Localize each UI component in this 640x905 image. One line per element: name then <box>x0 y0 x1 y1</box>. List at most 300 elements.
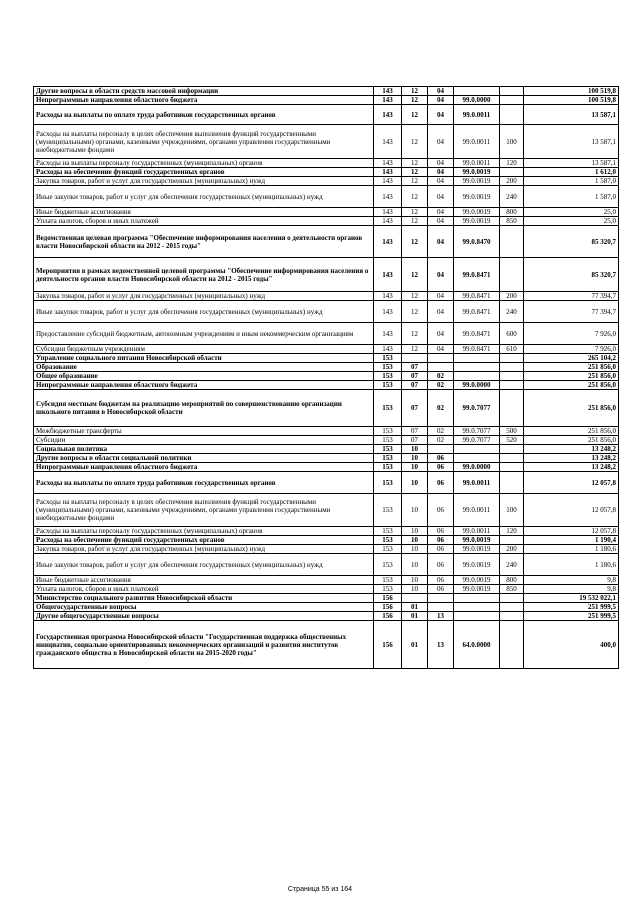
cell-rz: 10 <box>402 494 428 527</box>
cell-vr <box>500 390 524 427</box>
cell-pr: 04 <box>428 258 454 292</box>
cell-ved: 143 <box>374 323 402 345</box>
cell-name: Другие общегосударственные вопросы <box>34 612 374 621</box>
table-row <box>34 217 619 226</box>
cell-vr: 200 <box>500 545 524 554</box>
cell-csr <box>454 454 500 463</box>
cell-csr: 99.0.0000 <box>454 381 500 390</box>
table-row <box>34 87 619 96</box>
budget-table <box>33 86 619 669</box>
cell-csr: 99.0.0019 <box>454 217 500 226</box>
cell-ved: 153 <box>374 576 402 585</box>
cell-vr <box>500 621 524 669</box>
cell-csr: 64.0.0000 <box>454 621 500 669</box>
cell-ved: 143 <box>374 159 402 168</box>
table-row <box>34 292 619 301</box>
cell-rz: 12 <box>402 301 428 323</box>
table-row <box>34 390 619 427</box>
cell-csr: 99.0.0019 <box>454 585 500 594</box>
table-row <box>34 585 619 594</box>
cell-vr <box>500 445 524 454</box>
cell-csr <box>454 594 500 603</box>
cell-pr: 04 <box>428 105 454 125</box>
cell-name: Министерство социального развития Новосибирской области <box>34 594 374 603</box>
cell-ved: 153 <box>374 463 402 472</box>
cell-rz: 10 <box>402 445 428 454</box>
cell-rz <box>402 354 428 363</box>
cell-vr <box>500 105 524 125</box>
table-row <box>34 445 619 454</box>
cell-ved: 156 <box>374 621 402 669</box>
cell-rz: 10 <box>402 536 428 545</box>
cell-rz: 12 <box>402 292 428 301</box>
cell-sum: 13 248,2 <box>524 463 619 472</box>
table-row <box>34 105 619 125</box>
cell-name: Закупка товаров, работ и услуг для государственных (муниципальных) нужд <box>34 545 374 554</box>
cell-ved: 143 <box>374 125 402 159</box>
cell-sum: 13 587,1 <box>524 105 619 125</box>
cell-csr: 99.0.7077 <box>454 436 500 445</box>
cell-vr: 500 <box>500 427 524 436</box>
cell-ved: 153 <box>374 536 402 545</box>
cell-pr: 02 <box>428 390 454 427</box>
cell-rz: 12 <box>402 217 428 226</box>
cell-vr: 240 <box>500 186 524 208</box>
cell-ved: 156 <box>374 594 402 603</box>
table-row <box>34 436 619 445</box>
cell-csr: 99.0.0019 <box>454 177 500 186</box>
cell-ved: 153 <box>374 445 402 454</box>
cell-csr: 99.0.0019 <box>454 545 500 554</box>
cell-pr <box>428 354 454 363</box>
cell-sum: 1 180,6 <box>524 554 619 576</box>
cell-name: Образование <box>34 363 374 372</box>
cell-ved: 143 <box>374 168 402 177</box>
cell-name: Непрограммные направления областного бюджета <box>34 381 374 390</box>
cell-sum: 1 587,0 <box>524 186 619 208</box>
cell-name: Расходы на обеспечение функций государственных органов <box>34 168 374 177</box>
table-body <box>34 87 619 669</box>
table-row <box>34 576 619 585</box>
cell-name: Иные бюджетные ассигнования <box>34 576 374 585</box>
cell-csr: 99.0.0019 <box>454 536 500 545</box>
cell-ved: 153 <box>374 527 402 536</box>
table-row <box>34 168 619 177</box>
table-row <box>34 125 619 159</box>
cell-pr: 06 <box>428 585 454 594</box>
cell-sum: 265 104,2 <box>524 354 619 363</box>
cell-sum: 13 587,1 <box>524 159 619 168</box>
cell-rz: 12 <box>402 323 428 345</box>
cell-pr: 13 <box>428 621 454 669</box>
cell-sum: 9,8 <box>524 576 619 585</box>
cell-pr: 04 <box>428 168 454 177</box>
table-row <box>34 454 619 463</box>
cell-name: Иные закупки товаров, работ и услуг для обеспечения государственных (муниципальных) нужд <box>34 186 374 208</box>
cell-vr: 100 <box>500 494 524 527</box>
cell-pr: 04 <box>428 87 454 96</box>
cell-csr: 99.0.7077 <box>454 390 500 427</box>
cell-name: Расходы на выплаты персоналу в целях обеспечения выполнения функций государственными (муниципальными) органами, казенными учреждениями, органами управления государственными внебюджетными фондами <box>34 494 374 527</box>
cell-sum: 7 926,0 <box>524 345 619 354</box>
cell-name: Мероприятия в рамках ведомственной целевой программы "Обеспечение информирования населения о деятельности органов власти Новосибирской области на 2012 - 2015 годы" <box>34 258 374 292</box>
cell-csr: 99.0.0000 <box>454 96 500 105</box>
cell-pr: 06 <box>428 576 454 585</box>
cell-name: Субсидии <box>34 436 374 445</box>
cell-ved: 156 <box>374 612 402 621</box>
cell-ved: 156 <box>374 603 402 612</box>
cell-vr: 200 <box>500 292 524 301</box>
cell-sum: 1 180,6 <box>524 545 619 554</box>
cell-ved: 153 <box>374 494 402 527</box>
cell-pr: 06 <box>428 545 454 554</box>
cell-sum: 251 856,0 <box>524 436 619 445</box>
table-row <box>34 621 619 669</box>
cell-name: Расходы на обеспечение функций государственных органов <box>34 536 374 545</box>
cell-ved: 143 <box>374 301 402 323</box>
table-row <box>34 301 619 323</box>
cell-vr <box>500 381 524 390</box>
cell-name: Иные бюджетные ассигнования <box>34 208 374 217</box>
cell-rz: 10 <box>402 545 428 554</box>
table-row <box>34 345 619 354</box>
cell-sum: 400,0 <box>524 621 619 669</box>
table-row <box>34 381 619 390</box>
cell-pr: 04 <box>428 177 454 186</box>
cell-vr: 200 <box>500 177 524 186</box>
cell-vr: 600 <box>500 323 524 345</box>
cell-pr: 06 <box>428 472 454 494</box>
cell-sum: 251 856,0 <box>524 381 619 390</box>
cell-pr: 04 <box>428 226 454 258</box>
cell-rz: 07 <box>402 381 428 390</box>
cell-rz: 07 <box>402 363 428 372</box>
cell-csr <box>454 372 500 381</box>
cell-vr <box>500 258 524 292</box>
cell-sum: 100 519,8 <box>524 96 619 105</box>
table-row <box>34 354 619 363</box>
cell-sum: 251 856,0 <box>524 427 619 436</box>
cell-csr: 99.0.8471 <box>454 323 500 345</box>
cell-vr: 800 <box>500 208 524 217</box>
cell-csr: 99.0.0019 <box>454 186 500 208</box>
cell-sum: 100 519,8 <box>524 87 619 96</box>
table-row <box>34 554 619 576</box>
cell-vr: 240 <box>500 301 524 323</box>
table-row <box>34 463 619 472</box>
table-row <box>34 472 619 494</box>
cell-sum: 12 057,8 <box>524 472 619 494</box>
cell-rz: 10 <box>402 527 428 536</box>
table-row <box>34 594 619 603</box>
cell-sum: 19 532 022,1 <box>524 594 619 603</box>
cell-sum: 25,0 <box>524 217 619 226</box>
cell-name: Закупка товаров, работ и услуг для государственных (муниципальных) нужд <box>34 292 374 301</box>
table-row <box>34 536 619 545</box>
cell-sum: 13 248,2 <box>524 445 619 454</box>
cell-ved: 153 <box>374 472 402 494</box>
cell-name: Субсидия местным бюджетам на реализацию мероприятий по совершенствованию организации школьного питания в Новосибирской области <box>34 390 374 427</box>
cell-name: Иные закупки товаров, работ и услуг для обеспечения государственных (муниципальных) нужд <box>34 554 374 576</box>
cell-pr: 04 <box>428 125 454 159</box>
cell-pr: 04 <box>428 159 454 168</box>
cell-csr <box>454 363 500 372</box>
cell-ved: 153 <box>374 545 402 554</box>
cell-pr: 04 <box>428 186 454 208</box>
table-row <box>34 96 619 105</box>
cell-vr <box>500 226 524 258</box>
cell-csr: 99.0.0011 <box>454 105 500 125</box>
cell-name: Предоставление субсидий бюджетным, автономным учреждениям и иным некоммерческим организациям <box>34 323 374 345</box>
cell-csr: 99.0.0019 <box>454 168 500 177</box>
cell-pr: 04 <box>428 217 454 226</box>
cell-vr: 850 <box>500 585 524 594</box>
cell-vr <box>500 96 524 105</box>
cell-rz: 12 <box>402 208 428 217</box>
cell-pr: 04 <box>428 208 454 217</box>
cell-name: Уплата налогов, сборов и иных платежей <box>34 217 374 226</box>
cell-rz: 12 <box>402 159 428 168</box>
cell-ved: 153 <box>374 354 402 363</box>
cell-ved: 153 <box>374 454 402 463</box>
cell-pr: 06 <box>428 454 454 463</box>
cell-rz: 10 <box>402 554 428 576</box>
cell-csr: 99.0.0011 <box>454 159 500 168</box>
cell-csr: 99.0.0011 <box>454 472 500 494</box>
table-row <box>34 612 619 621</box>
cell-vr <box>500 536 524 545</box>
cell-rz: 12 <box>402 87 428 96</box>
cell-name: Субсидии бюджетным учреждениям <box>34 345 374 354</box>
table-row <box>34 545 619 554</box>
cell-name: Межбюджетные трансферты <box>34 427 374 436</box>
cell-rz: 12 <box>402 186 428 208</box>
cell-ved: 143 <box>374 105 402 125</box>
cell-name: Управление социального питания Новосибирской области <box>34 354 374 363</box>
cell-pr: 02 <box>428 427 454 436</box>
cell-name: Государственная программа Новосибирской области "Государственная поддержка общественных инициатив, социально ориентированных некоммерческих организаций и развития институтов гражданского общества в Новосибирской области на 2015-2020 годы" <box>34 621 374 669</box>
cell-vr: 850 <box>500 217 524 226</box>
cell-sum: 77 394,7 <box>524 292 619 301</box>
cell-csr: 99.0.0011 <box>454 125 500 159</box>
table-row <box>34 427 619 436</box>
cell-pr: 04 <box>428 301 454 323</box>
cell-vr: 120 <box>500 159 524 168</box>
table-row <box>34 186 619 208</box>
cell-name: Расходы на выплаты по оплате труда работников государственных органов <box>34 105 374 125</box>
cell-csr: 99.0.8471 <box>454 345 500 354</box>
cell-pr: 06 <box>428 554 454 576</box>
cell-vr: 240 <box>500 554 524 576</box>
cell-rz: 12 <box>402 258 428 292</box>
table-row <box>34 208 619 217</box>
cell-ved: 153 <box>374 372 402 381</box>
cell-csr: 99.0.0011 <box>454 494 500 527</box>
cell-rz: 10 <box>402 472 428 494</box>
cell-pr: 06 <box>428 527 454 536</box>
cell-ved: 153 <box>374 427 402 436</box>
cell-sum: 251 999,5 <box>524 612 619 621</box>
cell-pr: 04 <box>428 345 454 354</box>
cell-rz <box>402 594 428 603</box>
cell-sum: 251 856,0 <box>524 372 619 381</box>
table-row <box>34 603 619 612</box>
cell-rz: 12 <box>402 105 428 125</box>
cell-ved: 143 <box>374 217 402 226</box>
table-row <box>34 177 619 186</box>
cell-pr: 13 <box>428 612 454 621</box>
cell-name: Расходы на выплаты персоналу государственных (муниципальных) органов <box>34 527 374 536</box>
cell-pr: 02 <box>428 436 454 445</box>
cell-sum: 1 190,4 <box>524 536 619 545</box>
cell-rz: 12 <box>402 96 428 105</box>
cell-rz: 10 <box>402 454 428 463</box>
cell-sum: 1 587,0 <box>524 177 619 186</box>
cell-ved: 153 <box>374 436 402 445</box>
cell-csr: 99.0.8470 <box>454 226 500 258</box>
cell-sum: 85 320,7 <box>524 258 619 292</box>
cell-sum: 1 612,0 <box>524 168 619 177</box>
cell-pr: 06 <box>428 494 454 527</box>
cell-name: Закупка товаров, работ и услуг для государственных (муниципальных) нужд <box>34 177 374 186</box>
cell-pr: 04 <box>428 292 454 301</box>
cell-csr: 99.0.8471 <box>454 292 500 301</box>
cell-vr <box>500 612 524 621</box>
cell-name: Иные закупки товаров, работ и услуг для обеспечения государственных (муниципальных) нужд <box>34 301 374 323</box>
cell-rz: 07 <box>402 436 428 445</box>
cell-rz: 10 <box>402 576 428 585</box>
cell-vr: 520 <box>500 436 524 445</box>
cell-csr: 99.0.0019 <box>454 208 500 217</box>
cell-ved: 153 <box>374 381 402 390</box>
cell-csr <box>454 603 500 612</box>
cell-csr <box>454 87 500 96</box>
cell-sum: 13 587,1 <box>524 125 619 159</box>
cell-ved: 143 <box>374 258 402 292</box>
cell-rz: 07 <box>402 390 428 427</box>
table-row <box>34 323 619 345</box>
cell-sum: 13 248,2 <box>524 454 619 463</box>
cell-vr <box>500 454 524 463</box>
cell-csr: 99.0.0000 <box>454 463 500 472</box>
cell-ved: 153 <box>374 390 402 427</box>
cell-ved: 153 <box>374 554 402 576</box>
cell-pr <box>428 363 454 372</box>
cell-sum: 85 320,7 <box>524 226 619 258</box>
cell-name: Расходы на выплаты персоналу в целях обеспечения выполнения функций государственными (муниципальными) органами, казенными учреждениями, органами управления государственными внебюджетными фондами <box>34 125 374 159</box>
cell-pr: 02 <box>428 381 454 390</box>
cell-pr <box>428 594 454 603</box>
cell-vr <box>500 168 524 177</box>
table-row <box>34 527 619 536</box>
cell-vr <box>500 472 524 494</box>
cell-csr: 99.0.8471 <box>454 301 500 323</box>
cell-sum: 77 394,7 <box>524 301 619 323</box>
table-row <box>34 494 619 527</box>
cell-sum: 12 057,8 <box>524 494 619 527</box>
cell-rz: 12 <box>402 168 428 177</box>
cell-rz: 12 <box>402 125 428 159</box>
cell-name: Расходы на выплаты персоналу государственных (муниципальных) органов <box>34 159 374 168</box>
cell-csr: 99.0.8471 <box>454 258 500 292</box>
cell-name: Непрограммные направления областного бюджета <box>34 96 374 105</box>
cell-ved: 143 <box>374 87 402 96</box>
cell-vr: 800 <box>500 576 524 585</box>
cell-name: Общегосударственные вопросы <box>34 603 374 612</box>
cell-rz: 01 <box>402 621 428 669</box>
cell-sum: 251 856,0 <box>524 390 619 427</box>
cell-name: Другие вопросы в области средств массовой информации <box>34 87 374 96</box>
cell-ved: 143 <box>374 96 402 105</box>
cell-sum: 251 856,0 <box>524 363 619 372</box>
cell-pr: 02 <box>428 372 454 381</box>
cell-vr: 100 <box>500 125 524 159</box>
cell-csr <box>454 445 500 454</box>
cell-ved: 143 <box>374 345 402 354</box>
cell-csr <box>454 354 500 363</box>
cell-pr: 06 <box>428 536 454 545</box>
cell-csr: 99.0.0019 <box>454 554 500 576</box>
cell-sum: 7 926,0 <box>524 323 619 345</box>
cell-csr: 99.0.7077 <box>454 427 500 436</box>
cell-rz: 10 <box>402 585 428 594</box>
cell-vr: 120 <box>500 527 524 536</box>
cell-name: Ведомственная целевая программа "Обеспечение информирования населения о деятельности органов власти Новосибирской области на 2012 - 2015 годы" <box>34 226 374 258</box>
cell-vr <box>500 594 524 603</box>
cell-pr: 04 <box>428 96 454 105</box>
cell-rz: 07 <box>402 372 428 381</box>
cell-rz: 01 <box>402 603 428 612</box>
cell-csr: 99.0.0019 <box>454 576 500 585</box>
cell-name: Другие вопросы в области социальной политики <box>34 454 374 463</box>
cell-vr <box>500 363 524 372</box>
cell-csr <box>454 612 500 621</box>
cell-ved: 143 <box>374 177 402 186</box>
cell-rz: 12 <box>402 226 428 258</box>
cell-pr: 06 <box>428 463 454 472</box>
cell-csr: 99.0.0011 <box>454 527 500 536</box>
table-row <box>34 258 619 292</box>
cell-name: Расходы на выплаты по оплате труда работников государственных органов <box>34 472 374 494</box>
cell-sum: 9,8 <box>524 585 619 594</box>
table-row <box>34 159 619 168</box>
cell-rz: 12 <box>402 345 428 354</box>
cell-ved: 153 <box>374 585 402 594</box>
table-row <box>34 226 619 258</box>
cell-name: Уплата налогов, сборов и иных платежей <box>34 585 374 594</box>
cell-ved: 153 <box>374 363 402 372</box>
cell-name: Непрограммные направления областного бюджета <box>34 463 374 472</box>
cell-rz: 10 <box>402 463 428 472</box>
cell-ved: 143 <box>374 226 402 258</box>
table-row <box>34 363 619 372</box>
cell-vr: 610 <box>500 345 524 354</box>
cell-ved: 143 <box>374 186 402 208</box>
cell-sum: 25,0 <box>524 208 619 217</box>
cell-rz: 01 <box>402 612 428 621</box>
cell-vr <box>500 372 524 381</box>
page-number: Страница 55 из 164 <box>287 886 353 893</box>
cell-name: Общее образование <box>34 372 374 381</box>
cell-vr <box>500 87 524 96</box>
cell-vr <box>500 463 524 472</box>
cell-pr <box>428 603 454 612</box>
cell-rz: 12 <box>402 177 428 186</box>
cell-vr <box>500 354 524 363</box>
cell-ved: 143 <box>374 208 402 217</box>
cell-vr <box>500 603 524 612</box>
cell-name: Социальная политика <box>34 445 374 454</box>
